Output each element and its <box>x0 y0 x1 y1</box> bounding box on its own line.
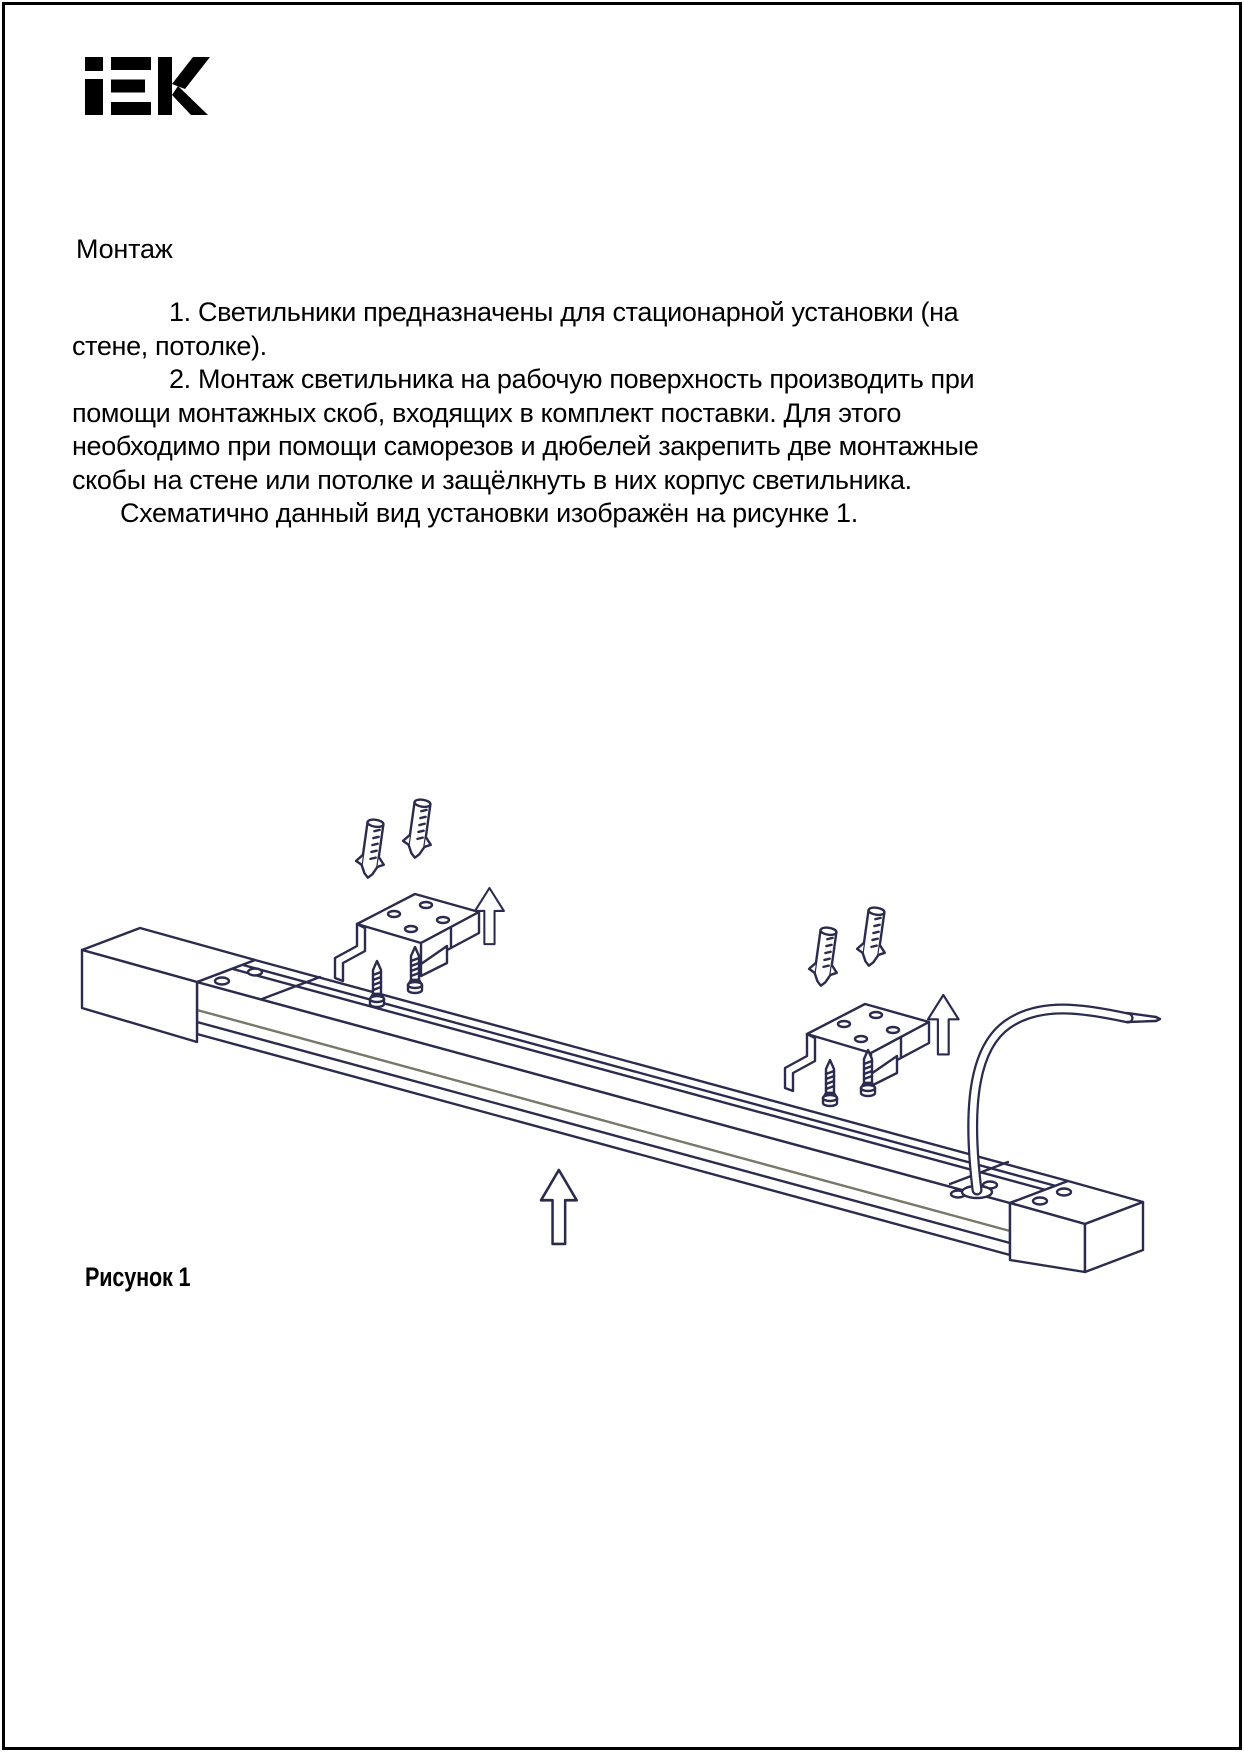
instruction-line: помощи монтажных скоб, входящих в комплект поставки. Для этого <box>72 397 902 428</box>
figure-caption: Рисунок 1 <box>85 1262 191 1292</box>
luminaire-right-endcap <box>1010 1181 1143 1272</box>
instruction-line: скобы на стене или потолке и защёлкнуть в них корпус светильника. <box>72 464 912 495</box>
instruction-line: стене, потолке). <box>72 330 267 361</box>
dowel-left-2 <box>401 798 437 860</box>
instruction-line: Схематично данный вид установки изображён на рисунке 1. <box>120 498 858 528</box>
arrow-up-center <box>541 1170 577 1244</box>
arrow-up-right <box>928 995 959 1054</box>
dowel-right-1 <box>807 926 843 988</box>
dowel-left-1 <box>354 818 390 880</box>
instruction-line: 2. Монтаж светильника на рабочую поверхность производить при <box>169 364 975 394</box>
instructions-text <box>72 296 1204 531</box>
installation-figure <box>0 680 1244 1320</box>
screw-left-1 <box>370 961 384 1007</box>
luminaire-body <box>82 928 1143 1272</box>
mounting-bracket-left <box>335 894 479 981</box>
iek-logo <box>85 57 213 115</box>
instruction-line: 1. Светильники предназначены для стационарной установки (на <box>169 297 959 327</box>
instruction-line: необходимо при помощи саморезов и дюбелей закрепить две монтажные <box>72 431 979 461</box>
screw-right-1 <box>823 1060 837 1106</box>
section-heading: Монтаж <box>76 234 173 264</box>
mounting-bracket-right <box>785 1004 929 1091</box>
dowel-right-2 <box>855 906 891 968</box>
iek-logo-glyphs <box>85 57 210 115</box>
